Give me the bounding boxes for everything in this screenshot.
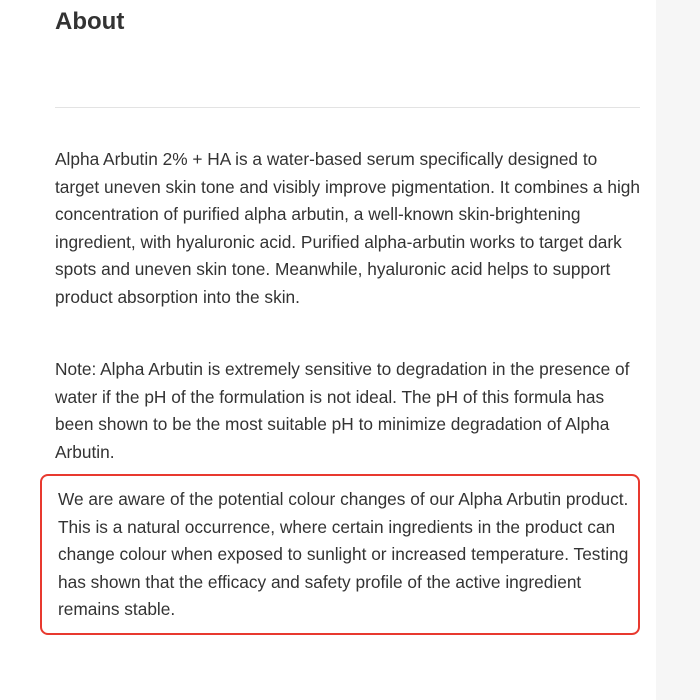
- section-title: About: [55, 8, 125, 35]
- product-description: Alpha Arbutin 2% + HA is a water-based serum specifically designed to target uneven skin tone and visibly improve pigmentation. It combines a high concentration of purified alpha arbutin, a well-known skin-brightening ingredient, with hyaluronic acid. Purified alpha-arbutin works to target dark spots and uneven skin tone. Meanwhile, hyaluronic acid helps to support product absorption into the skin.: [55, 149, 641, 307]
- colour-change-notice: We are aware of the potential colour changes of our Alpha Arbutin product. This is a natural occurrence, where certain ingredients in the product can change colour when exposed to sunlight or increased temperature. Testing has shown that the efficacy and safety profile of the active ingredient remains stable.: [58, 489, 629, 619]
- formulation-note: Note: Alpha Arbutin is extremely sensitive to degradation in the presence of water if the pH of the formulation is not ideal. The pH of this formula has been shown to be the most suitable pH to minimize degradation of Alpha Arbutin.: [55, 359, 630, 462]
- page-edge-strip: [656, 0, 700, 700]
- section-divider: [55, 107, 640, 108]
- highlighted-notice-box: [40, 474, 640, 635]
